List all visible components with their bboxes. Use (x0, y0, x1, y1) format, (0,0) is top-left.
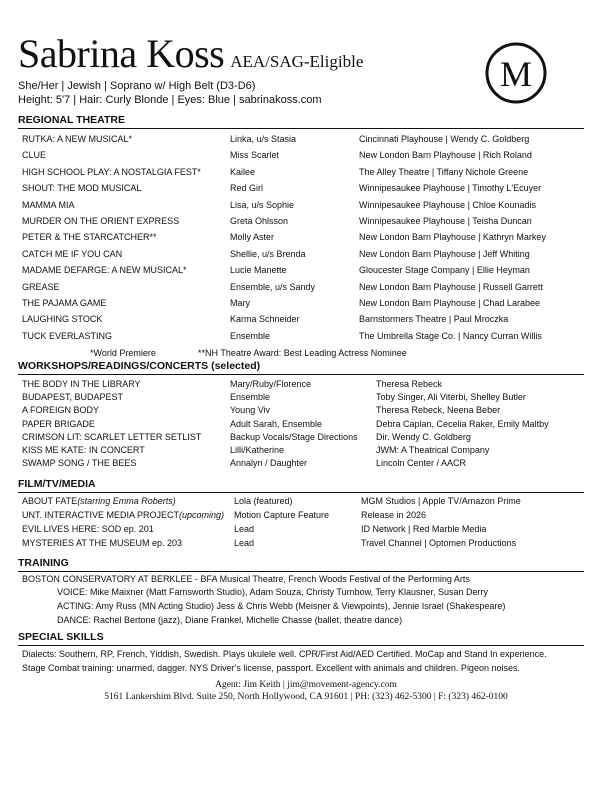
credit-title: KISS ME KATE: IN CONCERT (22, 445, 145, 455)
credit-row (0, 263, 612, 277)
credit-row (0, 181, 612, 195)
training-school: BOSTON CONSERVATORY AT BERKLEE - BFA Musical Theatre, French Woods Festival of the Performing Arts (22, 574, 470, 584)
credit-venue: Winnipesaukee Playhouse | Teisha Duncan (359, 216, 532, 226)
credit-row (0, 132, 612, 146)
credit-title: GREASE (22, 281, 60, 292)
credit-venue: Winnipesaukee Playhouse | Timothy L'Ecuyer (359, 183, 542, 194)
credit-venue: New London Barn Playhouse | Chad Larabee (359, 298, 540, 308)
regional-theatre-heading: REGIONAL THEATRE (18, 114, 584, 129)
credit-row (0, 430, 612, 444)
union-status: AEA/SAG-Eligible (230, 52, 364, 71)
credit-role: Lisa, u/s Sophie (230, 199, 295, 210)
credit-role: Miss Scarlet (230, 150, 280, 161)
credit-role: Karma Schneider (230, 314, 300, 325)
credit-title: HIGH SCHOOL PLAY: A NOSTALGIA FEST* (22, 166, 201, 177)
film-tv-heading: FILM/TV/MEDIA (18, 478, 584, 493)
credit-role: Lead (234, 524, 255, 534)
credit-row (0, 247, 612, 261)
credit-venue: Toby Singer, Ali Viterbi, Shelley Butler (376, 392, 526, 403)
credit-role: Greta Ohlsson (230, 216, 289, 226)
credit-title-note: (upcoming) (179, 510, 225, 520)
credit-role: Mary/Ruby/Florence (230, 379, 312, 389)
credit-role: Young Viv (230, 405, 271, 416)
award-note: **NH Theatre Award: Best Leading Actress Nominee (198, 348, 407, 358)
credit-title: SWAMP SONG / THE BEES (22, 458, 137, 469)
credit-role: Adult Sarah, Ensemble (230, 418, 323, 429)
credit-venue: New London Barn Playhouse | Rich Roland (359, 150, 532, 161)
credit-title: THE BODY IN THE LIBRARY (22, 379, 141, 389)
credit-row (0, 214, 612, 228)
credit-role: Motion Capture Feature (234, 510, 330, 520)
actor-name (18, 32, 363, 84)
world-premiere-note: *World Premiere (90, 348, 156, 358)
skills-line-1: Dialects: Southern, RP, French, Yiddish, Swedish. Plays ukulele well. CPR/First Aid/AED Certified. MoCap and Stand In experience. (22, 649, 547, 659)
credit-row (0, 443, 612, 457)
credit-row (0, 329, 612, 343)
movement-agency-logo (485, 42, 547, 104)
credit-venue: Gloucester Stage Company | Ellie Heyman (359, 265, 530, 276)
credit-title: MYSTERIES AT THE MUSEUM ep. 203 (22, 538, 183, 548)
info-line-2: Height: 5'7 | Hair: Curly Blonde | Eyes: Blue | sabrinakoss.com (18, 94, 322, 106)
credit-role: Lead (234, 538, 255, 548)
training-dance: DANCE: Rachel Bertone (jazz), Diane Frankel, Michelle Chasse (ballet, theatre dance) (57, 615, 403, 625)
credit-venue: MGM Studios | Apple TV/Amazon Prime (361, 496, 521, 506)
credit-venue: Debra Caplan, Cecelia Raker, Emily Maltby (376, 418, 549, 429)
credit-venue: Theresa Rebeck, Neena Beber (376, 405, 501, 416)
credit-row (0, 536, 612, 550)
training-voice: VOICE: Mike Maixner (Matt Farnsworth Studio), Adam Souza, Christy Turnbow, Terry Klausner, Susan Derry (57, 587, 488, 597)
credit-role: Ensemble, u/s Sandy (230, 281, 316, 292)
credit-row (0, 230, 612, 244)
workshops-heading: WORKSHOPS/READINGS/CONCERTS (selected) (18, 360, 584, 375)
logo-letter: M (499, 54, 533, 94)
credit-venue: Lincoln Center / AACR (376, 458, 467, 469)
credit-role: Lilli/Katherine (230, 445, 285, 455)
credit-row (0, 494, 612, 508)
credit-row (0, 417, 612, 431)
credit-role: Shellie, u/s Brenda (230, 248, 306, 259)
credit-venue: Dir. Wendy C. Goldberg (376, 431, 471, 442)
credit-venue: The Alley Theatre | Tiffany Nichole Greene (359, 166, 529, 177)
credit-venue: New London Barn Playhouse | Jeff Whiting (359, 248, 530, 259)
credit-title: CLUE (22, 150, 47, 161)
credit-role: Kailee (230, 166, 256, 177)
credit-venue: Cincinnati Playhouse | Wendy C. Goldberg (359, 134, 530, 144)
credit-title: TUCK EVERLASTING (22, 330, 113, 341)
credit-row (0, 148, 612, 162)
credit-role: Ensemble (230, 392, 271, 403)
credit-title: LAUGHING STOCK (22, 314, 103, 325)
credit-venue: Theresa Rebeck (376, 379, 443, 389)
training-heading: TRAINING (18, 557, 584, 572)
credit-title: CRIMSON LIT: SCARLET LETTER SETLIST (22, 431, 202, 442)
credit-row (0, 522, 612, 536)
credit-title: CATCH ME IF YOU CAN (22, 248, 123, 259)
credit-title: MADAME DEFARGE: A NEW MUSICAL* (22, 265, 187, 276)
credit-venue: Winnipesaukee Playhouse | Chloe Kounadis (359, 199, 536, 210)
credit-venue: New London Barn Playhouse | Kathryn Markey (359, 232, 546, 243)
credit-role: Backup Vocals/Stage Directions (230, 431, 358, 442)
credit-row (0, 296, 612, 310)
credit-venue: New London Barn Playhouse | Russell Garrett (359, 281, 543, 292)
info-line-1: She/Her | Jewish | Soprano w/ High Belt (D3-D6) (18, 80, 256, 92)
credit-role: Ensemble (230, 330, 271, 341)
credit-role: Molly Aster (230, 232, 275, 243)
credit-title: PETER & THE STARCATCHER** (22, 232, 157, 243)
credit-role: Red Girl (230, 183, 264, 194)
credit-title: THE PAJAMA GAME (22, 298, 107, 308)
training-acting: ACTING: Amy Russ (MN Acting Studio) Jess & Chris Webb (Meisner & Viewpoints), Jennie Israel (Shakespeare) (57, 601, 506, 611)
credit-title: ABOUT FATE (22, 496, 78, 506)
credit-row (0, 377, 612, 391)
credit-venue: The Umbrella Stage Co. | Nancy Curran Willis (359, 330, 542, 341)
credit-title: SHOUT: THE MOD MUSICAL (22, 183, 142, 194)
credit-title: RUTKA: A NEW MUSICAL* (22, 134, 133, 144)
credit-role: Mary (230, 298, 250, 308)
credit-role: Lola (featured) (234, 496, 293, 506)
credit-title: PAPER BRIGADE (22, 418, 95, 429)
credit-row (0, 456, 612, 470)
credit-row (0, 403, 612, 417)
agent-address: 5161 Lankershim Blvd. Suite 250, North Hollywood, CA 91601 | PH: (323) 462-5300 | F: (323) 462-0100 (104, 692, 508, 702)
credit-title: MAMMA MIA (22, 199, 75, 210)
agent-contact: Agent: Jim Keith | jim@movement-agency.com (215, 680, 397, 690)
credit-role: Lucie Manette (230, 265, 287, 276)
actor-name-text: Sabrina Koss (18, 31, 225, 76)
credit-role: Annalyn / Daughter (230, 458, 308, 469)
credit-row (0, 312, 612, 326)
credit-row (0, 508, 612, 522)
credit-row (0, 165, 612, 179)
credit-venue: Barnstormers Theatre | Paul Mroczka (359, 314, 509, 325)
credit-title: BUDAPEST, BUDAPEST (22, 392, 124, 403)
special-skills-heading: SPECIAL SKILLS (18, 631, 584, 646)
credit-venue: JWM: A Theatrical Company (376, 445, 490, 455)
credit-title-note: (starring Emma Roberts) (77, 496, 176, 506)
credit-title: UNT. INTERACTIVE MEDIA PROJECT (22, 510, 180, 520)
credit-row (0, 198, 612, 212)
credit-title: A FOREIGN BODY (22, 405, 100, 416)
credit-venue: Release in 2026 (361, 510, 427, 520)
credit-role: Linka, u/s Stasia (230, 134, 297, 144)
credit-row (0, 390, 612, 404)
credit-venue: ID Network | Red Marble Media (361, 524, 487, 534)
credit-title: EVIL LIVES HERE: SOD ep. 201 (22, 524, 154, 534)
credit-title: MURDER ON THE ORIENT EXPRESS (22, 216, 180, 226)
credit-venue: Travel Channel | Optomen Productions (361, 538, 517, 548)
skills-line-2: Stage Combat training: unarmed, dagger. NYS Driver's license, passport. Excellent with animals and children. Pigeon noises. (22, 663, 520, 673)
credit-row (0, 280, 612, 294)
